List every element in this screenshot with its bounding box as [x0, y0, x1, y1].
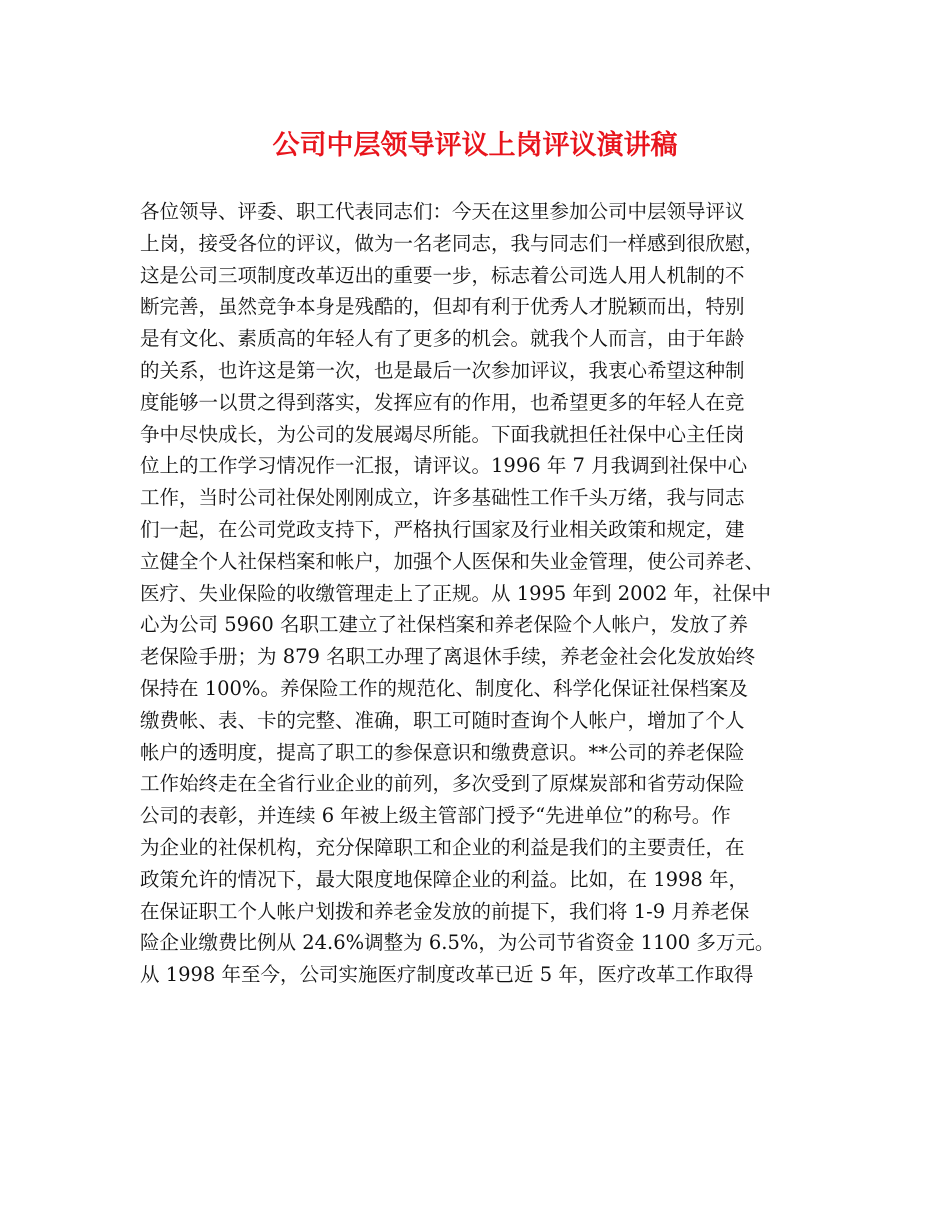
body-line: 是有文化、素质高的年轻人有了更多的机会。就我个人而言，由于年龄	[140, 327, 745, 351]
body-line: 这是公司三项制度改革迈出的重要一步，标志着公司选人用人机制的不	[140, 263, 745, 287]
body-line: 争中尽快成长，为公司的发展竭尽所能。下面我就担任社保中心主任岗	[140, 422, 745, 446]
body-line: 从 1998 年至今，公司实施医疗制度改革已近 5 年，医疗改革工作取得	[140, 963, 754, 987]
body-line: 在保证职工个人帐户划拨和养老金发放的前提下，我们将 1-9 月养老保	[140, 899, 750, 923]
body-line: 老保险手册；为 879 名职工办理了离退休手续，养老金社会化发放始终	[140, 645, 756, 669]
document-title: 公司中层领导评议上岗评议演讲稿	[272, 130, 678, 161]
body-line: 心为公司 5960 名职工建立了社保档案和养老保险个人帐户，发放了养	[140, 613, 749, 637]
body-line: 政策允许的情况下，最大限度地保障企业的利益。比如，在 1998 年，	[140, 867, 749, 891]
body-line: 们一起，在公司党政支持下，严格执行国家及行业相关政策和规定，建	[140, 517, 745, 541]
body-line: 立健全个人社保档案和帐户，加强个人医保和失业金管理，使公司养老、	[140, 549, 765, 573]
body-line: 保持在 100%。养保险工作的规范化、制度化、科学化保证社保档案及	[140, 676, 748, 700]
body-line: 缴费帐、表、卡的完整、准确，职工可随时查询个人帐户，增加了个人	[140, 708, 745, 732]
body-line: 的关系，也许这是第一次，也是最后一次参加评议，我衷心希望这种制	[140, 358, 745, 382]
body-line: 为企业的社保机构，充分保障职工和企业的利益是我们的主要责任，在	[140, 835, 745, 859]
body-line: 工作，当时公司社保处刚刚成立，许多基础性工作千头万绪，我与同志	[140, 486, 745, 510]
body-line: 险企业缴费比例从 24.6%调整为 6.5%，为公司节省资金 1100 多万元。	[140, 931, 775, 955]
body-line: 帐户的透明度，提高了职工的参保意识和缴费意识。**公司的养老保险	[140, 740, 745, 764]
body-line: 工作始终走在全省行业企业的前列，多次受到了原煤炭部和省劳动保险	[140, 772, 745, 796]
body-line: 位上的工作学习情况作一汇报，请评议。1996 年 7 月我调到社保中心	[140, 454, 748, 478]
body-line: 断完善，虽然竞争本身是残酷的，但却有利于优秀人才脱颖而出，特别	[140, 295, 745, 319]
body-line: 度能够一以贯之得到落实，发挥应有的作用，也希望更多的年轻人在竞	[140, 390, 745, 414]
body-line: 医疗、失业保险的收缴管理走上了正规。从 1995 年到 2002 年，社保中	[140, 581, 772, 605]
body-line: 上岗，接受各位的评议，做为一名老同志，我与同志们一样感到很欣慰，	[140, 231, 765, 255]
body-line: 各位领导、评委、职工代表同志们：今天在这里参加公司中层领导评议	[140, 200, 745, 223]
body-line: 公司的表彰，并连续 6 年被上级主管部门授予“先进单位”的称号。作	[140, 804, 731, 828]
document-body	[140, 196, 830, 991]
